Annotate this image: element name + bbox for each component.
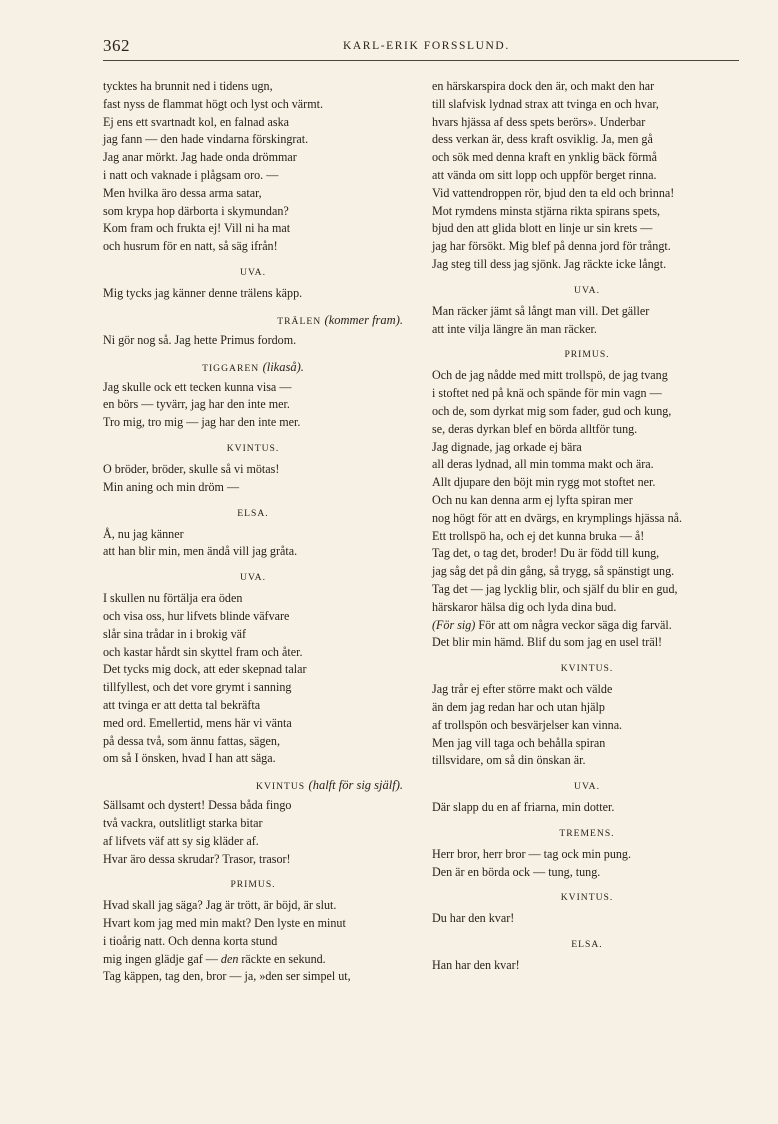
verse-line: tillfyllest, och det vore grymt i sanning: [103, 680, 292, 695]
verse-line: Och de jag nådde med mitt trollspö, de jag tvang: [432, 368, 668, 383]
verse-text: För att om några veckor säga dig farväl.: [478, 617, 672, 632]
verse-line: af lifvets väf att sy sig kläder af.: [103, 833, 259, 848]
speaker-tralen: [103, 313, 403, 327]
verse-line: Vid vattendroppen rör, bjud den ta eld och brinna!: [432, 185, 675, 200]
verse-line: Jag steg till dess jag sjönk. Jag räckte icke långt.: [432, 256, 667, 271]
verse-line: med ord. Emellertid, mens här vi vänta: [103, 715, 292, 730]
speaker-kvintus: KVINTUS.: [560, 892, 614, 904]
speaker-primus: PRIMUS.: [564, 349, 610, 361]
verse-line: Mig tycks jag känner denne trälens käpp.: [103, 285, 303, 300]
verse-line: all deras lydnad, all min tomma makt och ära.: [432, 457, 654, 472]
verse-line: i tioårig natt. Och denna korta stund: [103, 933, 278, 948]
verse-line: bjud den att glida blott en linje ur sin krets —: [432, 221, 653, 236]
verse-line: jag såg det på din gång, så trygg, så spänstigt ung.: [432, 564, 675, 579]
verse-line: Allt djupare den böjt min rygg mot stoftet ner.: [432, 475, 656, 490]
page-number: 362: [103, 36, 130, 55]
speaker-uva: UVA.: [240, 572, 266, 584]
verse-line: på dessa två, som ännu fattas, sägen,: [103, 733, 280, 748]
verse-line: [432, 617, 742, 635]
verse-line: [103, 951, 403, 969]
stage-direction: (För sig): [432, 617, 476, 632]
left-column: [103, 78, 403, 986]
verse-line: Kom fram och frukta ej! Vill ni ha mat: [103, 221, 291, 236]
verse-line: Tag det, o tag det, broder! Du är född till kung,: [432, 546, 660, 561]
verse-line: Du har den kvar!: [432, 911, 515, 926]
speaker-elsa: ELSA.: [237, 507, 269, 519]
verse-line: att tvinga er att detta tal bekräfta: [103, 697, 261, 712]
verse-line: i natt och vaknade i plågsam oro. —: [103, 167, 279, 182]
verse-line: fast nyss de flammat högt och lyst och värmt.: [103, 96, 323, 111]
speaker-name: TRÄLEN: [277, 315, 322, 327]
speaker-uva: UVA.: [240, 266, 266, 278]
speaker-elsa: ELSA.: [571, 939, 603, 951]
verse-text: mig ingen glädje gaf —: [103, 951, 218, 966]
speaker-tiggaren: [103, 360, 403, 374]
verse-line: Ett trollspö ha, och ej det kunna bruka — å!: [432, 528, 645, 543]
verse-line: tillsvidare, om så din önskan är.: [432, 753, 586, 768]
verse-line: Jag anar mörkt. Jag hade onda drömmar: [103, 150, 297, 165]
speaker-kvintus: KVINTUS.: [560, 663, 614, 675]
verse-line: O bröder, bröder, skulle så vi mötas!: [103, 461, 280, 476]
verse-line: att inte vilja längre än man räcker.: [432, 321, 597, 336]
verse-line: Min aning och min dröm —: [103, 479, 240, 494]
stage-direction: (halft för sig själf).: [308, 778, 403, 793]
verse-line: Där slapp du en af friarna, min dotter.: [432, 800, 615, 815]
verse-line: en härskarspira dock den är, och makt den har: [432, 79, 655, 93]
verse-block: [103, 78, 403, 256]
verse-text: räckte en sekund.: [241, 951, 326, 966]
verse-line: härskaror hälsa dig och lyda dina bud.: [432, 599, 617, 614]
speaker-name: TIGGAREN: [202, 362, 260, 374]
verse-line: och visa oss, hur lifvets blinde väfvare: [103, 608, 290, 623]
verse-line: nog högt för att en dvärgs, en krymplings hjässa nå.: [432, 510, 683, 525]
verse-line: af trollspön och besvärjelser kan vinna.: [432, 717, 623, 732]
verse-line: Jag trår ej efter större makt och välde: [432, 682, 613, 697]
verse-line: Man räcker jämt så långt man vill. Det gäller: [432, 303, 650, 318]
verse-line: Herr bror, herr bror — tag ock min pung.: [432, 846, 632, 861]
verse-line: Men jag vill taga och behålla spiran: [432, 735, 606, 750]
right-column: [432, 78, 742, 975]
verse-line: Och nu kan denna arm ej lyfta spiran mer: [432, 492, 633, 507]
verse-line: jag fann — den hade vindarna förskingrat.: [103, 132, 309, 147]
speaker-uva: UVA.: [574, 284, 600, 296]
verse-line: Mot rymdens minsta stjärna rikta spirans spets,: [432, 203, 661, 218]
verse-line: och de, som dyrkat mig som fader, gud och kung,: [432, 403, 672, 418]
verse-line: Den är en börda ock — tung, tung.: [432, 864, 601, 879]
verse-line: Han har den kvar!: [432, 958, 520, 973]
verse-line: Hvad skall jag säga? Jag är trött, är böjd, är slut.: [103, 898, 337, 913]
verse-line: att vända om sitt lopp och uppför berget rinna.: [432, 167, 657, 182]
verse-line: än dem jag redan har och utan hjälp: [432, 699, 605, 714]
verse-line: och husrum för en natt, så säg ifrån!: [103, 239, 278, 254]
verse-line: Hvart kom jag med min makt? Den lyste en minut: [103, 916, 346, 931]
verse-line: tycktes ha brunnit ned i tidens ugn,: [103, 79, 273, 93]
verse-line: hvars hjässa af dess spets berörs». Underbar: [432, 114, 646, 129]
emphasis: den: [220, 951, 239, 966]
verse-line: jag har försökt. Mig blef på denna jord för trångt.: [432, 239, 671, 254]
verse-line: Men hvilka äro dessa arma satar,: [103, 185, 262, 200]
verse-line: två vackra, outslitligt starka bitar: [103, 815, 263, 830]
verse-line: Jag skulle ock ett tecken kunna visa —: [103, 379, 292, 394]
verse-line: Hvar äro dessa skrudar? Trasor, trasor!: [103, 851, 291, 866]
verse-line: som krypa hop därborta i skymundan?: [103, 203, 289, 218]
stage-direction: (kommer fram).: [324, 312, 403, 327]
verse-line: i stoftet ned på knä och spände för min vagn —: [432, 386, 662, 401]
verse-line: en börs — tyvärr, jag har den inte mer.: [103, 397, 290, 412]
verse-line: Det blir min hämd. Blif du som jag en usel träl!: [432, 635, 663, 650]
verse-line: I skullen nu förtälja era öden: [103, 591, 243, 606]
speaker-tremens: TREMENS.: [559, 827, 615, 839]
verse-line: Tag det — jag lycklig blir, och själf du blir en gud,: [432, 581, 678, 596]
verse-line: se, deras dyrkan blef en börda alltför tung.: [432, 421, 638, 436]
verse-line: att han blir min, men ändå vill jag gråta.: [103, 544, 298, 559]
verse-line: och sök med denna kraft en ynklig bäck förmå: [432, 150, 658, 165]
speaker-kvintus: [103, 778, 403, 792]
page-header: [103, 36, 739, 58]
speaker-name: KVINTUS: [256, 781, 306, 793]
speaker-uva: UVA.: [574, 781, 600, 793]
verse-line: Jag dignade, jag orkade ej bära: [432, 439, 582, 454]
verse-line: dess verkan är, dess kraft osviklig. Ja, men gå: [432, 132, 653, 147]
speaker-primus: PRIMUS.: [230, 879, 276, 891]
verse-line: och kastar hårdt sin skyttel fram och åter.: [103, 644, 303, 659]
verse-line: Tag käppen, tag den, bror — ja, »den ser simpel ut,: [103, 969, 351, 984]
speaker-kvintus: KVINTUS.: [226, 442, 280, 454]
verse-line: slår sina trådar in i brokig väf: [103, 626, 247, 641]
verse-line: Ni gör nog så. Jag hette Primus fordom.: [103, 332, 297, 347]
running-head: KARL-ERIK FORSSLUND.: [343, 40, 510, 52]
verse-line: Å, nu jag känner: [103, 526, 184, 541]
verse-line: Sällsamt och dystert! Dessa båda fingo: [103, 798, 292, 813]
verse-line: Ej ens ett svartnadt kol, en falnad aska: [103, 114, 290, 129]
header-rule: [103, 60, 739, 61]
stage-direction: (likaså).: [262, 359, 304, 374]
verse-line: Tro mig, tro mig — jag har den inte mer.: [103, 415, 301, 430]
verse-line: om så I önsken, hvad I han att säga.: [103, 751, 276, 766]
verse-line: till slafvisk lydnad strax att tvinga en och hvar,: [432, 96, 659, 111]
verse-line: Det tycks mig dock, att eder skepnad talar: [103, 662, 307, 677]
